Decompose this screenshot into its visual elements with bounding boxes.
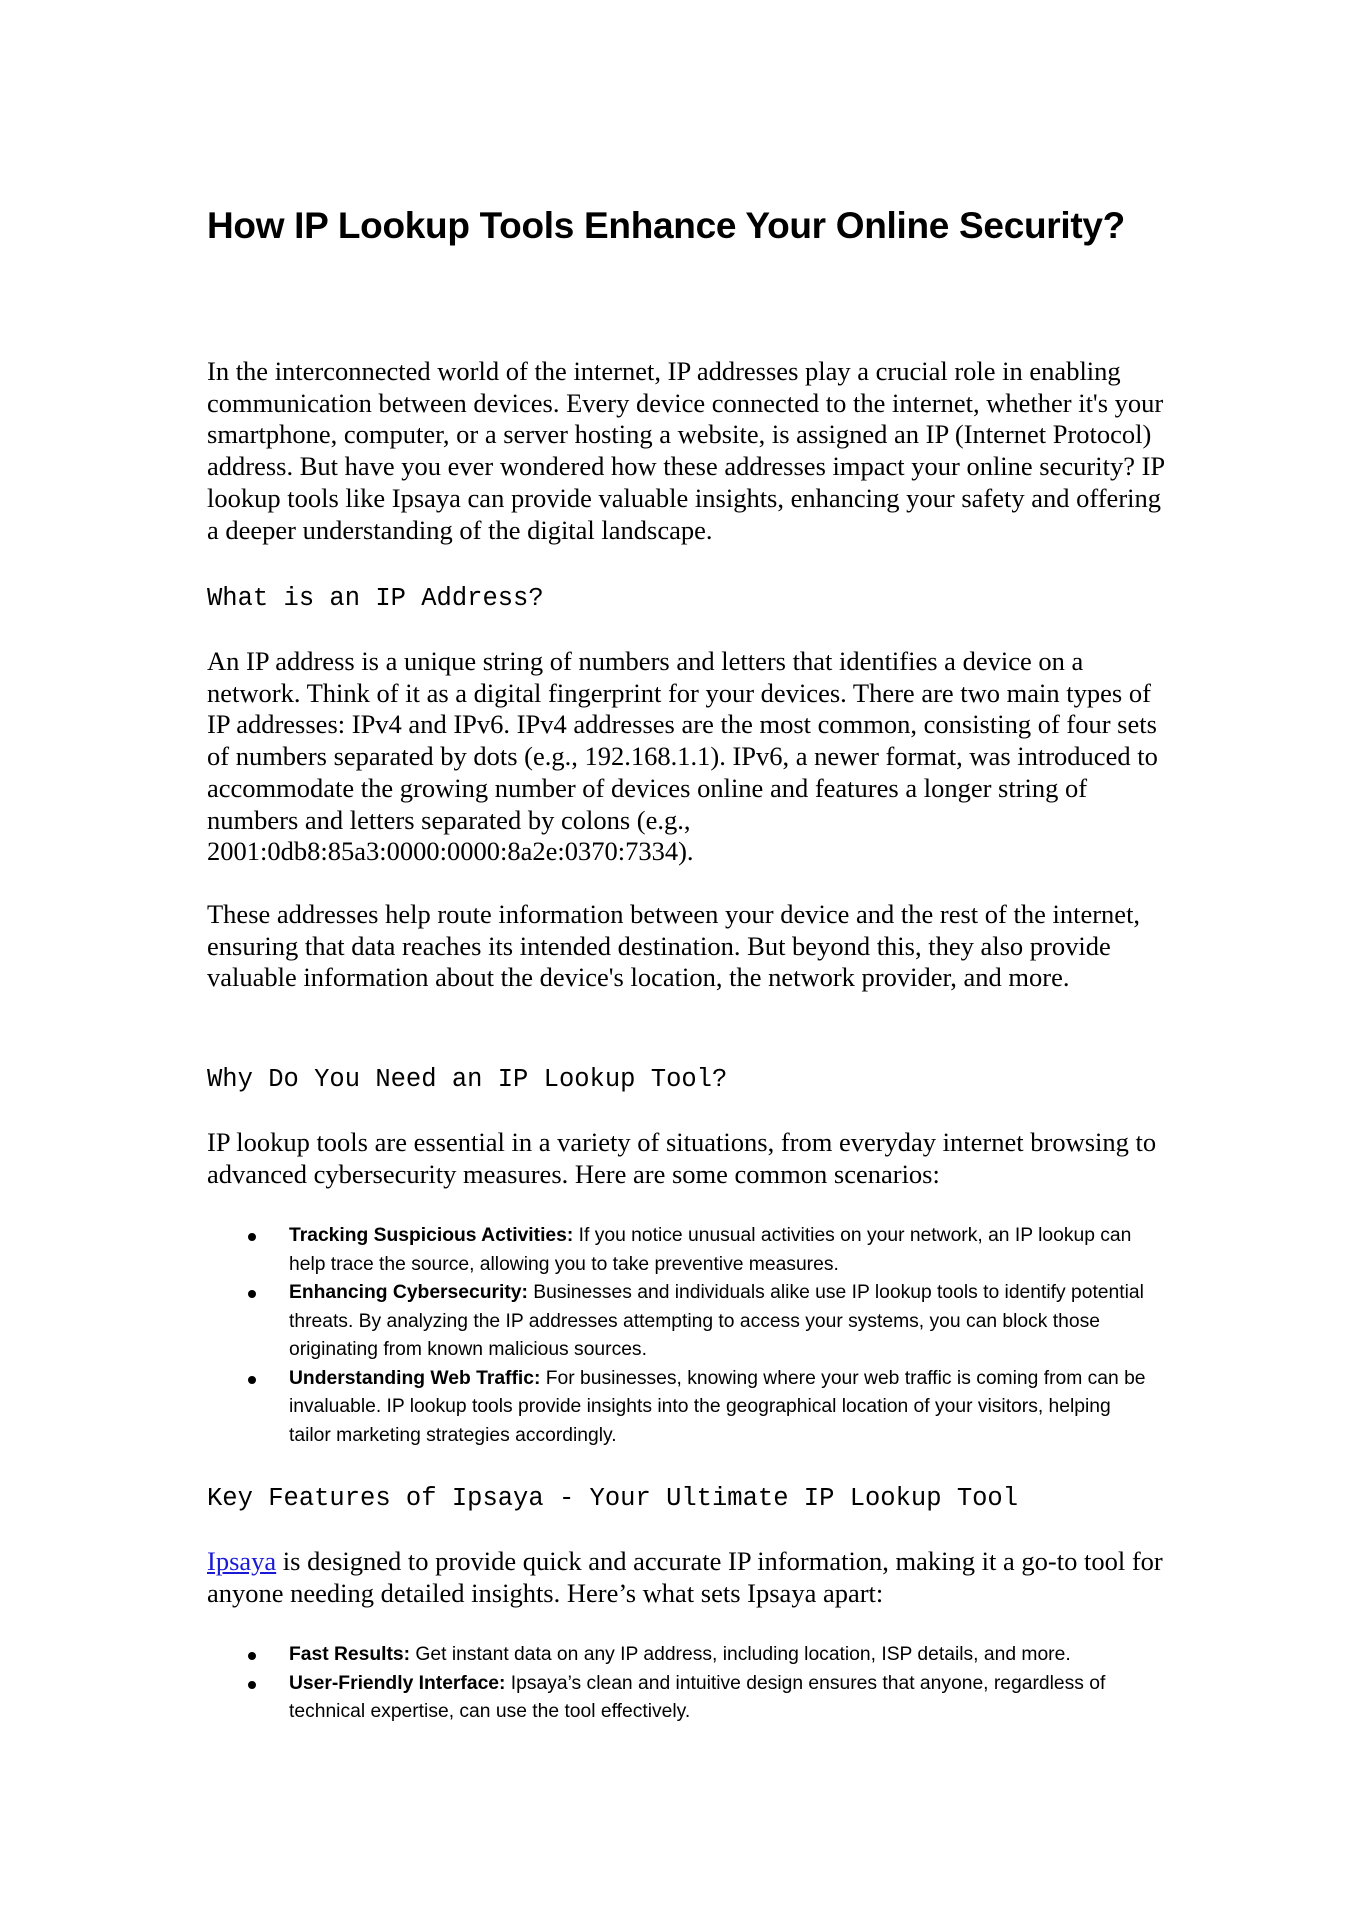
list-item	[207, 1670, 1167, 1727]
section-heading-what-is-ip: What is an IP Address?	[207, 584, 544, 613]
routing-paragraph: These addresses help route information between your device and the rest of the internet, ensuring that data reaches its intended destination. But beyond this, they also provide valuable information about the device's location, the network provider, and more.	[207, 899, 1141, 993]
scenarios-list	[207, 1222, 1167, 1450]
ipsaya-paragraph	[207, 1546, 1167, 1609]
bullet-icon	[248, 1652, 256, 1660]
list-item	[207, 1279, 1167, 1365]
bullet-icon	[248, 1376, 256, 1384]
list-item	[207, 1641, 1167, 1670]
list-item-text: Ipsaya’s clean and intuitive design ensures that anyone, regardless of technical expertise, can use the tool effectively.	[289, 1672, 1106, 1722]
bullet-icon	[248, 1681, 256, 1689]
list-item-text: For businesses, knowing where your web traffic is coming from can be invaluable. IP lookup tools provide insights into the geographical location of your visitors, helping tailor marketing strategies accordingly.	[289, 1367, 1146, 1446]
list-item-text: Businesses and individuals alike use IP lookup tools to identify potential threats. By analyzing the IP addresses attempting to access your systems, you can block those originating from known malicious sources.	[289, 1282, 1144, 1360]
list-item-label: Fast Results:	[289, 1644, 411, 1665]
section-heading-key-features: Key Features of Ipsaya - Your Ultimate IP Lookup Tool	[207, 1484, 1019, 1513]
list-item	[207, 1222, 1167, 1279]
bullet-icon	[248, 1233, 256, 1241]
list-item-label: Enhancing Cybersecurity:	[289, 1282, 528, 1303]
list-item	[207, 1365, 1167, 1451]
page-title: How IP Lookup Tools Enhance Your Online Security?	[207, 205, 1125, 246]
list-item-label: Tracking Suspicious Activities:	[289, 1225, 574, 1246]
list-item-label: User-Friendly Interface:	[289, 1672, 506, 1694]
intro-paragraph: In the interconnected world of the internet, IP addresses play a crucial role in enabling communication between devices. Every device connected to the internet, whether it's your smartphone, computer, or a server hosting a website, is assigned an IP (Internet Protocol) address. But have you ever wondered how these addresses impact your online security? IP lookup tools like Ipsaya can provide valuable insights, enhancing your safety and offering a deeper understanding of the digital landscape.	[207, 356, 1165, 545]
list-item-text: Get instant data on any IP address, including location, ISP details, and more.	[410, 1644, 1071, 1665]
ipsaya-paragraph-text: is designed to provide quick and accurate IP information, making it a go-to tool for anyone needing detailed insights. Here’s what sets Ipsaya apart:	[207, 1546, 1163, 1608]
ipsaya-link[interactable]: Ipsaya	[207, 1546, 277, 1576]
section-heading-why-need: Why Do You Need an IP Lookup Tool?	[207, 1065, 728, 1094]
features-list	[207, 1641, 1167, 1727]
scenarios-paragraph: IP lookup tools are essential in a variety of situations, from everyday internet browsing to advanced cybersecurity measures. Here are some common scenarios:	[207, 1127, 1157, 1189]
ip-address-paragraph: An IP address is a unique string of numbers and letters that identifies a device on a network. Think of it as a digital fingerprint for your devices. There are two main types of IP addresses: IPv4 and IPv6. IPv4 addresses are the most common, consisting of four sets of numbers separated by dots (e.g., 192.168.1.1). IPv6, a newer format, was introduced to accommodate the growing number of devices online and features a longer string of numbers and letters separated by colons (e.g., 2001:0db8:85a3:0000:0000:8a2e:0370:7334).	[207, 646, 1158, 867]
list-item-label: Understanding Web Traffic:	[289, 1367, 541, 1389]
list-item-text: If you notice unusual activities on your network, an IP lookup can help trace the source, allowing you to take preventive measures.	[289, 1225, 1132, 1275]
bullet-icon	[248, 1290, 256, 1298]
